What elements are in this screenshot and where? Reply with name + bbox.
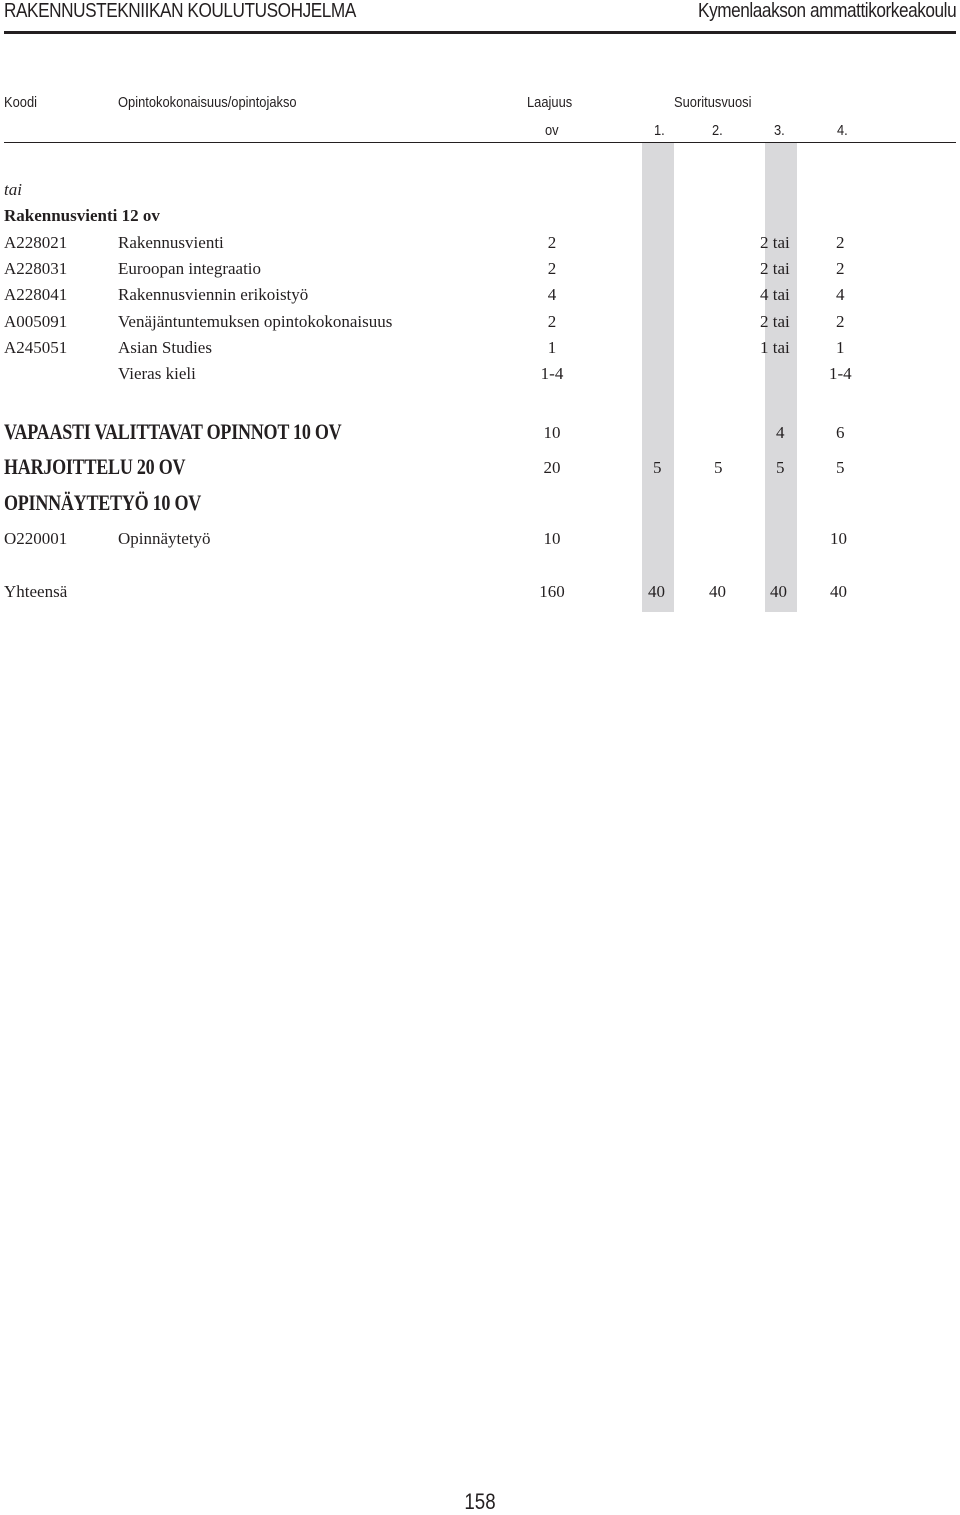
training-year-1: 5 [653,458,662,477]
section-title-thesis: OPINNÄYTETYÖ 10 OV [4,490,202,515]
section-title-electives: VAPAASTI VALITTAVAT OPINNOT 10 OV [4,419,342,444]
row-ov: 2 [547,259,557,278]
row-name: Venäjäntuntemuksen opintokokonaisuus [118,312,393,331]
thesis-ov: 10 [543,529,561,548]
row-year-3: 2 tai [760,259,790,278]
year-3-column-shade [765,143,797,612]
column-header-year-3: 3. [774,122,785,139]
row-ov: 2 [547,233,557,252]
training-year-3: 5 [776,458,785,477]
row-name: Rakennusvienti [118,233,224,252]
total-ov: 160 [539,582,565,601]
row-year-3: 2 tai [760,233,790,252]
row-year-3: 2 tai [760,312,790,331]
thesis-year-4: 10 [830,529,847,548]
row-year-3: 4 tai [760,285,790,304]
electives-year-4: 6 [836,423,845,442]
total-label: Yhteensä [4,582,68,601]
row-year-4: 1-4 [829,364,852,383]
electives-year-3: 4 [776,423,785,442]
row-code: A228021 [4,233,68,252]
training-ov: 20 [543,458,561,477]
page-number: 158 [464,1489,496,1514]
row-ov: 2 [547,312,557,331]
column-header-year-group: Suoritusvuosi [674,94,752,111]
row-code: A245051 [4,338,68,357]
electives-ov: 10 [543,423,561,442]
column-header-year-4: 4. [837,122,848,139]
row-name: Euroopan integraatio [118,259,262,278]
module-title: Rakennusvienti 12 ov [4,206,160,225]
row-code: A228031 [4,259,68,278]
total-year-2: 40 [709,582,726,601]
institution-name: Kymenlaakson ammattikorkeakoulu [697,0,956,22]
row-name: Rakennusviennin erikoistyö [118,285,309,304]
row-year-4: 4 [836,285,845,304]
training-year-4: 5 [836,458,845,477]
training-year-2: 5 [714,458,723,477]
row-year-4: 2 [836,312,845,331]
header-rule [4,31,956,34]
total-year-4: 40 [830,582,847,601]
thesis-code: O220001 [4,529,68,548]
row-year-3: 1 tai [760,338,790,357]
row-ov: 4 [547,285,557,304]
year-1-column-shade [642,143,674,612]
row-ov: 1-4 [540,364,564,383]
column-header-year-1: 1. [654,122,665,139]
row-year-4: 2 [836,233,845,252]
row-code: A228041 [4,285,68,304]
column-header-rule [4,142,956,143]
column-header-code: Koodi [4,94,38,111]
column-header-scope-unit: ov [545,122,559,139]
column-header-year-2: 2. [712,122,723,139]
row-name: Asian Studies [118,338,212,357]
alternative-label: tai [4,180,22,199]
row-year-4: 1 [836,338,845,357]
row-ov: 1 [547,338,557,357]
section-title-training: HARJOITTELU 20 OV [4,454,186,479]
row-year-4: 2 [836,259,845,278]
total-year-3: 40 [770,582,787,601]
column-header-scope: Laajuus [527,94,573,111]
total-year-1: 40 [648,582,665,601]
program-title: RAKENNUSTEKNIIKAN KOULUTUSOHJELMA [4,0,356,22]
thesis-name: Opinnäytetyö [118,529,211,548]
column-header-course: Opintokokonaisuus/opintojakso [118,94,297,111]
row-code: A005091 [4,312,68,331]
row-name: Vieras kieli [118,364,196,383]
